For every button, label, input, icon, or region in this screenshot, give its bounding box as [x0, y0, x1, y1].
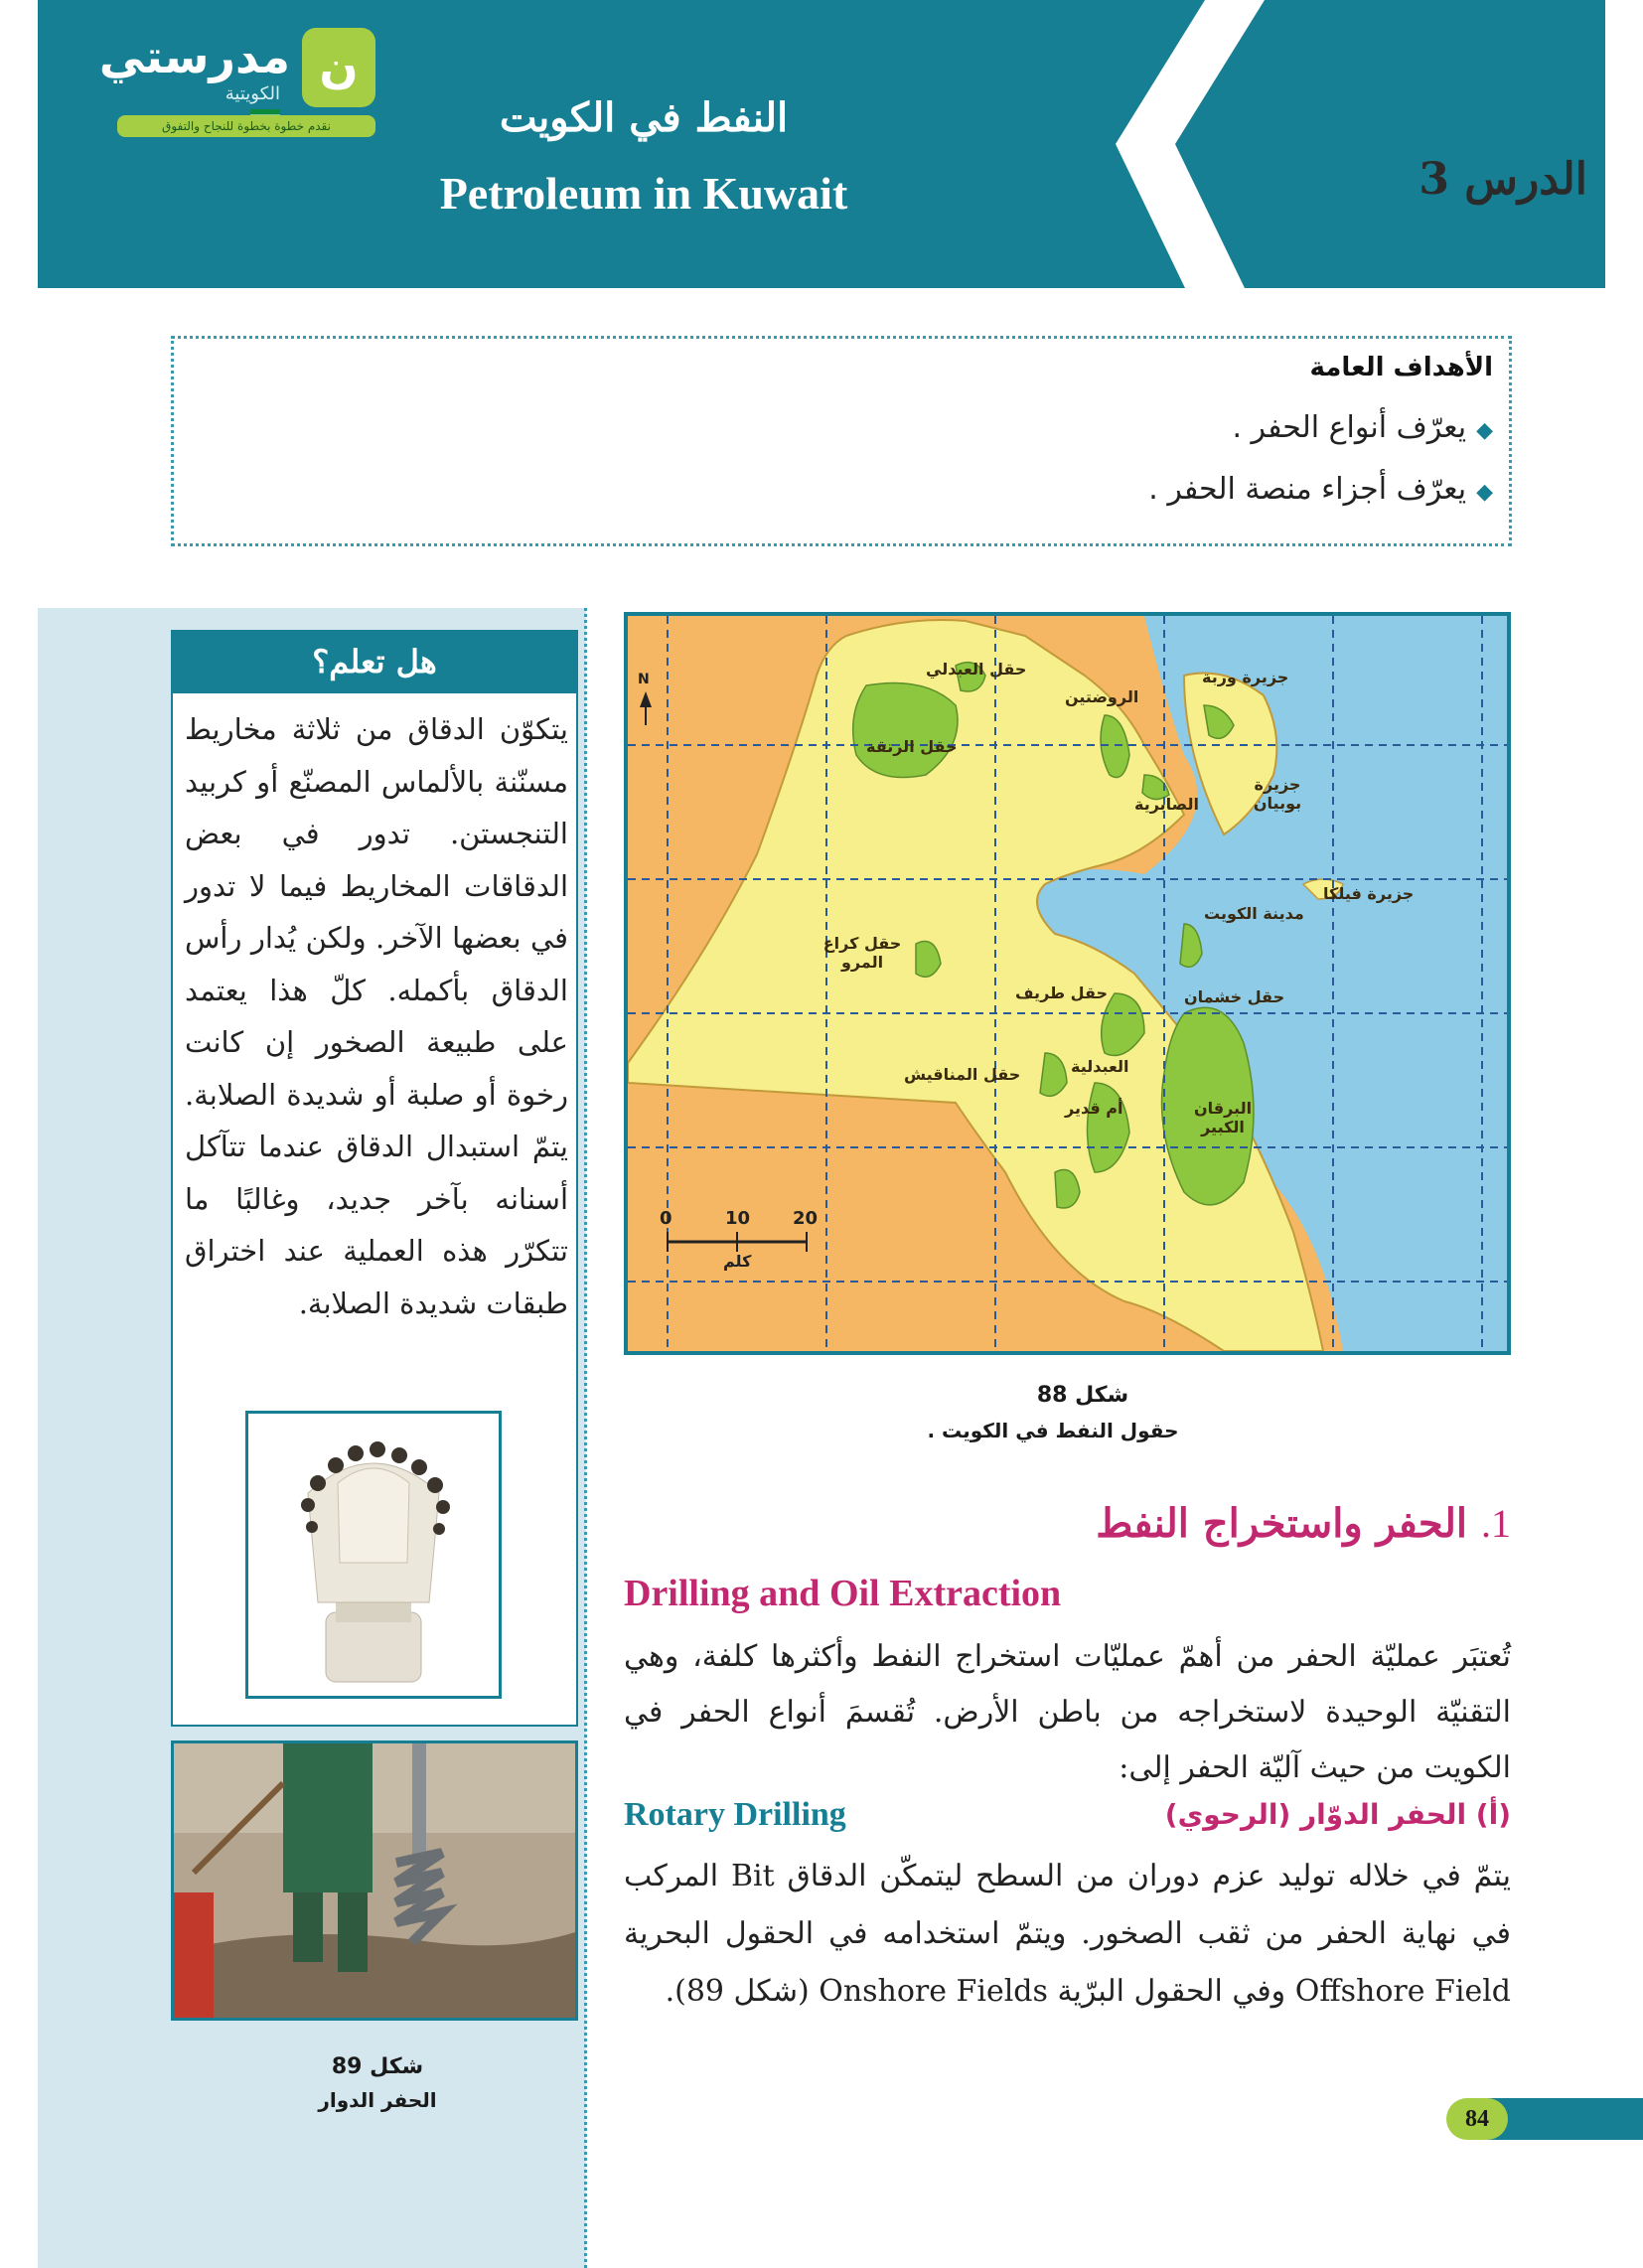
label-abdali: حقل العبدلي: [926, 660, 1027, 679]
logo-badge: ن: [302, 28, 375, 107]
drill-bit-photo: [245, 1411, 502, 1699]
scale-tick-20: 20: [793, 1208, 819, 1229]
objective-item: ◆يعرّف أنواع الحفر .: [1232, 410, 1493, 445]
label-manaqish: حقل المناقيش: [904, 1065, 1021, 1084]
scale-tick-10: 10: [725, 1208, 751, 1229]
figure-89-number: شكل 89: [331, 2054, 424, 2079]
lesson-number: الدرس 3: [1419, 154, 1587, 205]
section-title-english: Drilling and Oil Extraction: [624, 1573, 1062, 1614]
section-paragraph-rotary: يتمّ في خلاله توليد عزم دوران من السطح ليتمكّن الدقاق Bit المركب في نهاية الحفر من ثقب الصخور. ويتمّ استخدامه في الحقول البحرية Offshore Field وفي الحقول البرّية Onshore Fields (شكل 89).: [624, 1859, 1511, 2009]
diamond-bullet-icon: ◆: [1476, 480, 1493, 505]
label-kuwait-city: مدينة الكويت: [1204, 904, 1304, 923]
objective-item: ◆يعرّف أجزاء منصة الحفر .: [1148, 472, 1493, 507]
page-number: 84: [1446, 2098, 1508, 2140]
objectives-title: الأهداف العامة: [1309, 353, 1493, 382]
label-bubiyan: جزيرة بوبيان: [1253, 775, 1302, 813]
lesson-header: [38, 0, 1605, 288]
section-paragraph-intro: تُعتبَر عمليّة الحفر من أهمّ عمليّات استخراج النفط وأكثرها كلفة، وهي التقنيّة الوحيدة لاستخراجه من باطن الأرض. تُقسمَ أنواع الحفر في الكويت من حيث آليّة الحفر إلى:: [624, 1639, 1511, 1785]
north-arrow-icon: N: [638, 672, 650, 687]
header-chevron: [1116, 0, 1605, 288]
objectives-box: [171, 336, 1512, 546]
scale-tick-0: 0: [660, 1208, 672, 1229]
diamond-bullet-icon: ◆: [1476, 418, 1493, 443]
logo-name: مدرستي: [98, 30, 290, 83]
label-khashman: حقل خشمان: [1184, 987, 1285, 1006]
rotary-drilling-photo: [171, 1740, 578, 2021]
label-tareef: حقل طريف: [1015, 983, 1108, 1002]
sidebar-divider: [584, 608, 587, 2268]
label-rawdatain: الروضتين: [1065, 687, 1139, 706]
did-you-know-title: هل تعلم؟: [173, 632, 576, 693]
label-failaka: جزيرة فيلكا: [1323, 884, 1415, 903]
label-um-qudair: أم قدير: [1065, 1099, 1123, 1118]
scale-unit: كلم: [723, 1252, 752, 1271]
subsection-title-arabic: (أ) الحفر الدوّار (الرحوي): [1164, 1798, 1511, 1831]
figure-88-number: شكل 88: [1036, 1383, 1129, 1408]
figure-89-caption: الحفر الدوار: [318, 2088, 437, 2112]
label-abduliya: العبدلية: [1071, 1057, 1129, 1076]
subsection-title-english: Rotary Drilling: [624, 1796, 846, 1833]
did-you-know-text: يتكوّن الدقاق من ثلاثة مخاريط مسنّنة بالألماس المصنّع أو كربيد التنجستن. تدور في بعض الدقاقات المخاريط فيما لا تدور في بعضها الآخر. ولكن يُدار رأس الدقاق بأكمله. كلّ هذا يعتمد على طبيعة الصخور إن كانت رخوة أو صلبة أو شديدة الصلابة. يتمّ استبدال الدقاق عندما تتآكل أسنانه بآخر جديد، وغالبًا ما تتكرّر هذه العملية عند اختراق طبقات شديدة الصلابة.: [185, 712, 568, 1320]
lesson-title-arabic: النفط في الكويت: [499, 94, 789, 141]
school-logo: [98, 28, 375, 137]
label-warba: جزيرة وربة: [1202, 668, 1289, 686]
label-sabriya: الصابرية: [1134, 795, 1199, 814]
label-ratqa: حقل الرتقة: [866, 737, 958, 756]
label-kra-marw: حقل كراع المرو: [822, 934, 902, 972]
section-title-arabic: 1.الحفر واستخراج النفط: [1096, 1500, 1511, 1547]
lesson-title-english: Petroleum in Kuwait: [439, 168, 848, 219]
logo-subtitle: الكويتية: [224, 83, 280, 104]
kuwait-oil-fields-map: [624, 612, 1511, 1355]
logo-tagline: نقدم خطوة بخطوة للنجاح والتفوق: [117, 115, 375, 137]
figure-88-caption: حقول النفط في الكويت .: [927, 1419, 1179, 1442]
label-burgan: البرقان الكبير: [1193, 1099, 1253, 1136]
